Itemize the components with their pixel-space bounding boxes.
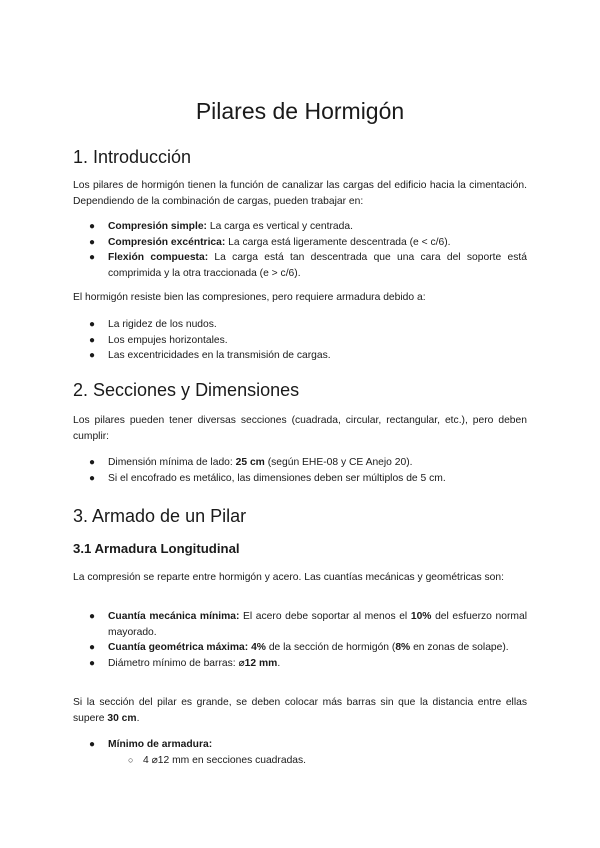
list-item-text: La carga está tan descentrada que una cara del soporte está comprimida y la otra traccionada (e > c/6).: [108, 252, 527, 279]
bullet-icon: ●: [89, 334, 96, 346]
hollow-bullet-icon: ○: [128, 754, 134, 765]
list-item-text: El acero debe soportar al menos el: [239, 611, 411, 622]
bullet-icon: ●: [89, 457, 96, 468]
list-item-term: Cuantía geométrica máxima:: [108, 642, 249, 654]
list-item-bold: 25 cm: [235, 457, 265, 468]
list-item: [73, 737, 527, 768]
list-item: [73, 219, 527, 235]
list-item: [73, 609, 527, 640]
document-title: Pilares de Hormigón: [195, 98, 405, 124]
list-item-text: La rigidez de los nudos.: [108, 319, 217, 330]
list-item: [73, 348, 527, 364]
bullet-icon: ●: [89, 739, 96, 750]
reasons-list: [73, 317, 527, 364]
section-heading-armado: 3. Armado de un Pilar: [73, 506, 247, 526]
list-item: [73, 235, 527, 251]
bullet-icon: ●: [89, 642, 96, 654]
dimensions-list: [73, 455, 527, 486]
bullet-icon: ●: [89, 221, 96, 232]
list-item-text: del esfuerzo normal mayorado.: [108, 611, 527, 638]
list-item-text: en zonas de solape).: [410, 642, 509, 654]
list-item-text: Los empujes horizontales.: [108, 334, 228, 346]
paragraph-text: Si la sección del pilar es grande, se deben colocar más barras sin que la distancia entre ellas supere: [73, 697, 527, 725]
list-item: [73, 471, 527, 487]
list-item-bold: 4%: [248, 642, 266, 654]
section-heading-introduccion: 1. Introducción: [73, 147, 192, 167]
load-types-list: [73, 219, 527, 281]
list-item-bold: 8%: [395, 642, 411, 654]
secciones-paragraph: Los pilares pueden tener diversas secciones (cuadrada, circular, rectangular, etc.), pero deben cumplir:: [73, 415, 527, 443]
spacing-paragraph: [73, 695, 527, 728]
bullet-icon: ●: [89, 236, 96, 248]
minimo-list: [73, 737, 527, 768]
list-item-term: Compresión excéntrica:: [108, 236, 226, 248]
sub-list-item: [108, 753, 527, 769]
paragraph-text: .: [136, 713, 140, 725]
list-item: [73, 333, 527, 349]
bullet-icon: ●: [89, 252, 96, 264]
list-item-text: de la sección de hormigón (: [265, 642, 396, 654]
list-item-text: La carga está ligeramente descentrada (e < c/6).: [225, 236, 451, 248]
sub-list-item-text: 4 ⌀12 mm en secciones cuadradas.: [143, 754, 307, 766]
subsection-heading-armadura-longitudinal: 3.1 Armadura Longitudinal: [73, 541, 240, 556]
list-item-text: Dimensión mínima de lado:: [108, 457, 236, 468]
cuantias-list: [73, 609, 527, 671]
list-item-text: La carga es vertical y centrada.: [206, 221, 353, 232]
paragraph-bold: 30 cm: [107, 713, 137, 725]
armadura-paragraph: La compresión se reparte entre hormigón y acero. Las cuantías mecánicas y geométricas son:: [73, 572, 504, 583]
bullet-icon: ●: [89, 657, 96, 669]
list-item-term: Cuantía mecánica mínima:: [108, 611, 240, 622]
list-item: [73, 455, 527, 471]
list-item: [73, 656, 527, 672]
list-item-term: Mínimo de armadura:: [108, 739, 213, 750]
armadura-intro-paragraph: El hormigón resiste bien las compresiones, pero requiere armadura debido a:: [73, 292, 426, 303]
list-item-text: .: [277, 657, 281, 669]
list-item-text: Diámetro mínimo de barras:: [108, 657, 239, 669]
intro-paragraph: Los pilares de hormigón tienen la función de canalizar las cargas del edificio hacia la cimentación. Dependiendo de la combinación de cargas, pueden trabajar en:: [73, 180, 527, 208]
list-item-term: Flexión compuesta:: [108, 252, 209, 264]
list-item-term: Compresión simple:: [108, 221, 207, 232]
bullet-icon: ●: [89, 319, 96, 330]
list-item-text: (según EHE-08 y CE Anejo 20).: [264, 457, 413, 468]
list-item: [73, 640, 527, 656]
bullet-icon: ●: [89, 472, 96, 484]
section-heading-secciones: 2. Secciones y Dimensiones: [73, 380, 300, 400]
list-item: [73, 317, 527, 333]
list-item-text: Si el encofrado es metálico, las dimensiones deben ser múltiplos de 5 cm.: [108, 472, 446, 484]
list-item-text: Las excentricidades en la transmisión de cargas.: [108, 350, 331, 362]
list-item: [73, 250, 527, 281]
bullet-icon: ●: [89, 350, 96, 362]
sub-list: [108, 753, 527, 769]
bullet-icon: ●: [89, 611, 96, 622]
list-item-bold: 10%: [410, 611, 432, 622]
list-item-bold: ⌀12 mm: [238, 657, 278, 669]
